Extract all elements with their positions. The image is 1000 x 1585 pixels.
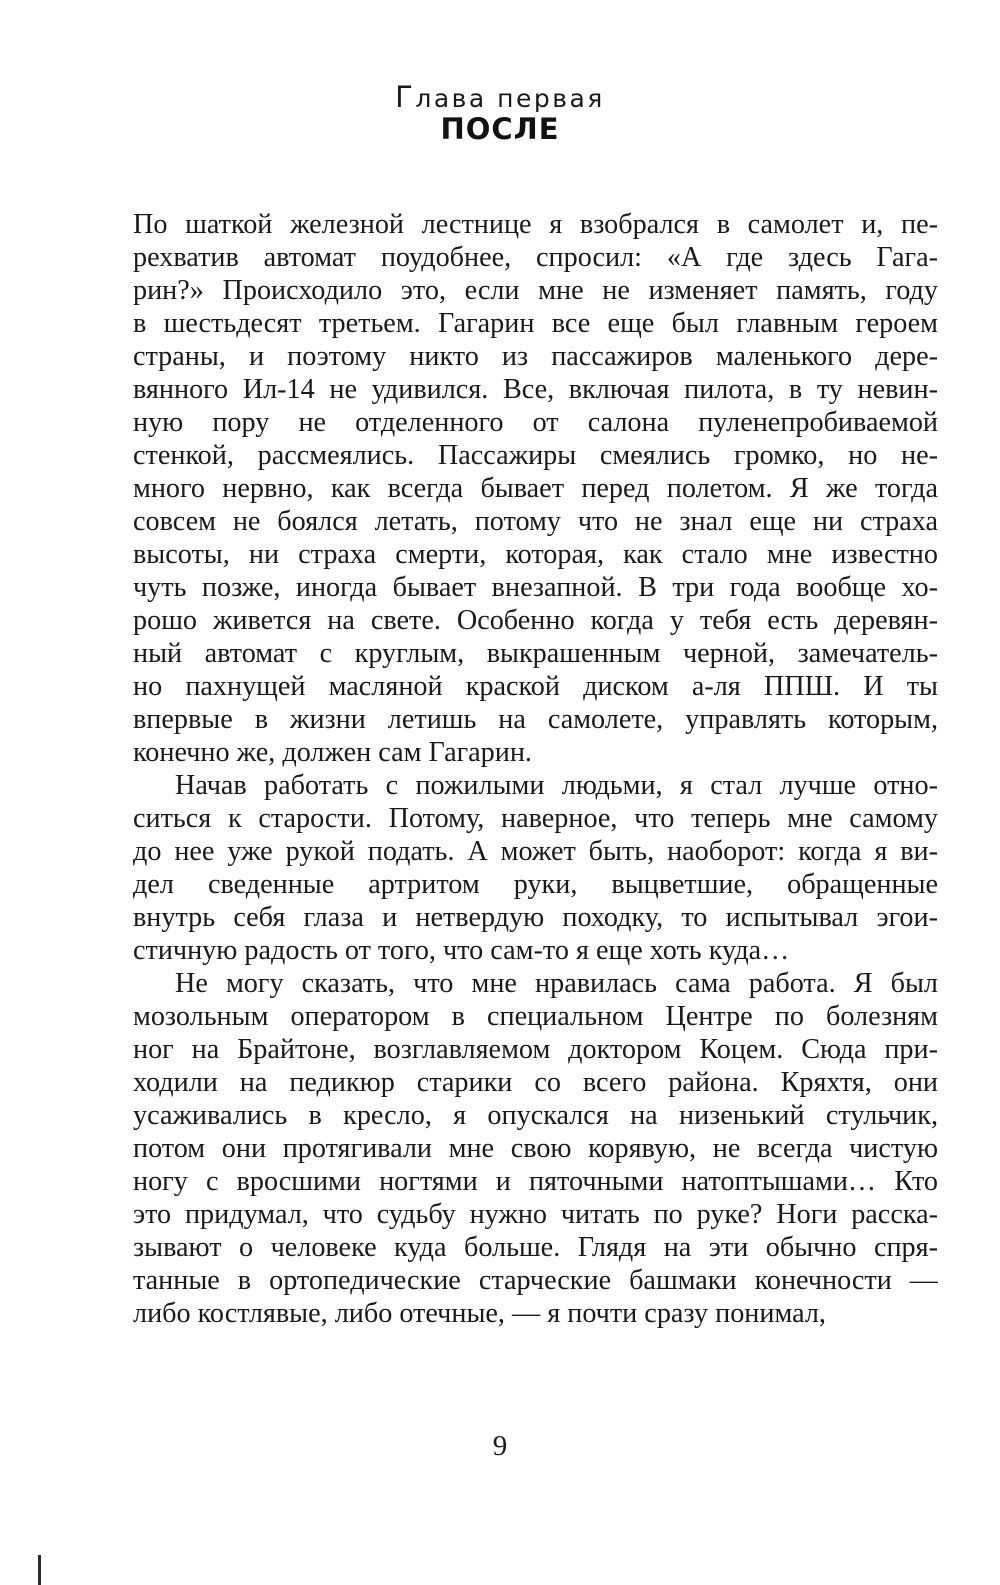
text-line: в шестьдесят третьем. Гагарин все еще был главным героем (133, 308, 938, 339)
paragraph (133, 208, 938, 769)
chapter-title: ПОСЛЕ (440, 112, 560, 146)
chapter-label-rest: лава первая (415, 84, 605, 113)
text-line: внутрь себя глаза и нетвердую походку, то испытывал эгои- (133, 902, 938, 933)
paragraph (133, 967, 938, 1330)
text-line: танные в ортопедические старческие башмаки конечности — (133, 1265, 938, 1296)
text-line: страны, и поэтому никто из пассажиров маленького дере- (133, 341, 938, 372)
page-number: 9 (492, 1430, 508, 1462)
text-line: дел сведенные артритом руки, выцветшие, обращенные (133, 869, 938, 900)
text-line: ситься к старости. Потому, наверное, что теперь мне самому (133, 803, 938, 834)
chapter-label-initial: Г (395, 80, 416, 114)
text-line: Не могу сказать, что мне нравилась сама работа. Я был (175, 968, 938, 999)
body-text (133, 208, 938, 1330)
text-line: рин?» Происходило это, если мне не изменяет память, году (133, 275, 938, 306)
text-line: потом они протягивали мне свою корявую, не всегда чистую (133, 1133, 938, 1164)
text-line: По шаткой железной лестнице я взобрался в самолет и, пе- (133, 209, 938, 240)
text-line: либо костлявые, либо отечные, — я почти сразу понимал, (133, 1298, 826, 1329)
text-line: ног на Брайтоне, возглавляемом доктором Коцем. Сюда при- (133, 1034, 938, 1065)
text-line: чуть позже, иногда бывает внезапной. В три года вообще хо- (133, 572, 938, 603)
text-line: высоты, ни страха смерти, которая, как стало мне известно (133, 539, 938, 570)
text-line: это придумал, что судьбу нужно читать по руке? Ноги расска- (133, 1199, 938, 1230)
paragraph (133, 769, 938, 967)
text-line: стичную радость от того, что сам-то я еще хоть куда… (133, 935, 790, 966)
text-line: ный автомат с круглым, выкрашенным черной, замечатель- (133, 638, 938, 669)
text-line: ногу с вросшими ногтями и пяточными натоптышами… Кто (133, 1166, 938, 1197)
text-line: впервые в жизни летишь на самолете, управлять которым, (133, 704, 938, 735)
page-edge-mark (38, 1555, 41, 1585)
text-line: мозольным оператором в специальном Центре по болезням (133, 1001, 938, 1032)
text-line: но пахнущей масляной краской диском а-ля ППШ. И ты (133, 671, 938, 702)
text-line: конечно же, должен сам Гагарин. (133, 737, 532, 768)
text-line: вянного Ил-14 не удивился. Все, включая пилота, в ту невин- (133, 374, 938, 405)
text-line: совсем не боялся летать, потому что не знал еще ни страха (133, 506, 938, 537)
text-line: рошо живется на свете. Особенно когда у тебя есть деревян- (133, 605, 938, 636)
text-line: зывают о человеке куда больше. Глядя на эти обычно спря- (133, 1232, 938, 1263)
text-line: ную пору не отделенного от салона пуленепробиваемой (133, 407, 938, 438)
text-line: много нервно, как всегда бывает перед полетом. Я же тогда (133, 473, 938, 504)
text-line: стенкой, рассмеялись. Пассажиры смеялись громко, но не- (133, 440, 938, 471)
text-line: рехватив автомат поудобнее, спросил: «А где здесь Гага- (133, 242, 938, 273)
text-line: до нее уже рукой подать. А может быть, наоборот: когда я ви- (133, 836, 938, 867)
text-line: усаживались в кресло, я опускался на низенький стульчик, (133, 1100, 938, 1131)
text-line: ходили на педикюр старики со всего района. Кряхтя, они (133, 1067, 938, 1098)
text-line: Начав работать с пожилыми людьми, я стал лучше отно- (175, 770, 938, 801)
